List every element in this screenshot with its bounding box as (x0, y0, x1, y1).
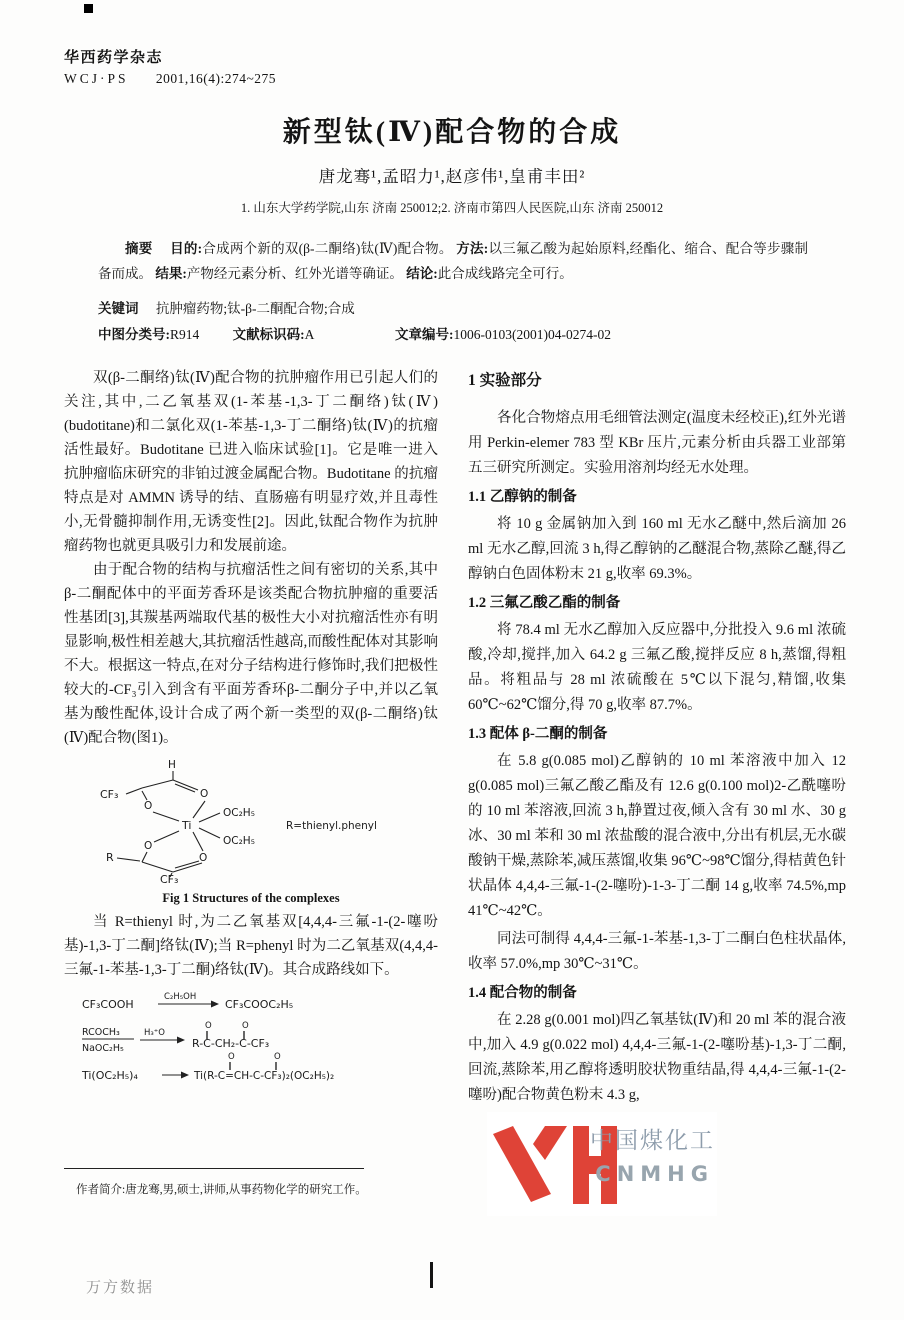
publisher-watermark (487, 1112, 717, 1216)
figure-1-caption: Fig 1 Structures of the complexes (162, 891, 340, 905)
article-id-value: 1006-0103(2001)04-0274-02 (453, 327, 612, 342)
authors-line: 唐龙骞¹,孟昭力¹,赵彦伟¹,皇甫丰田² (318, 167, 586, 186)
figure-label-h: H (168, 759, 176, 771)
section-1-4-text: 在 2.28 g(0.001 mol)四乙氧基钛(Ⅳ)和 20 ml 苯的混合液中,加入 4.9 g(0.022 mol) 4,4,4-三氟-1-(2-噻吩基)-1,3-丁二酮,回流,蒸除苯,用乙醇将透明胶状物重结晶,得 4,4,4-三氟-1-(2-噻吩)配合物黄色粉末 4.3 g, (468, 1012, 846, 1103)
figure-label-o3: O (144, 840, 153, 852)
section-1-1-heading: 1.1 乙醇钠的制备 (468, 489, 577, 505)
abstract-objective-label: 目的: (170, 241, 203, 256)
section-1-3-text-1: 在 5.8 g(0.085 mol)乙醇钠的 10 ml 苯溶液中加入 12 g(0.085 mol)三氟乙酸乙酯及有 12.6 g(0.100 mol)2-乙酰噻吩的 10 ml 苯溶液,回流 3 h,静置过夜,倾入含有 30 ml 水、30 g 冰、30 ml 苯和 30 ml 浓盐酸的混合液中,分出有机层,无水碳酸钠干燥,蒸除苯,减压蒸馏,收集 96℃~98℃馏分,得桔黄色针状晶体 4,4,4-三氟-1-(2-噻吩)-1-3-丁二酮 14 g,收率 74.5%,mp 41℃~42℃。 (468, 753, 846, 919)
footnote-rule (64, 1168, 364, 1169)
scheme-step3-o2: O (274, 1052, 281, 1062)
arrowhead-2 (177, 1037, 185, 1044)
left-column (64, 366, 438, 1091)
scheme-step1-reactant: CF₃COOH (82, 998, 134, 1011)
journal-name: 华西药学杂志 (64, 50, 164, 66)
scheme-step2-reactant-bottom: NaOC₂H₅ (82, 1043, 124, 1054)
scheme-step2-o1: O (205, 1021, 212, 1031)
logo-stroke-2 (533, 1126, 567, 1160)
scheme-step3-o1: O (228, 1052, 235, 1062)
keywords-label: 关键词 (98, 301, 139, 316)
figure-label-r-note: R=thienyl.phenyl (286, 820, 377, 832)
figure-label-oc2h5-2: OC₂H₅ (223, 835, 255, 847)
figure-1 (64, 756, 438, 906)
page-bottom-tick (430, 1262, 433, 1288)
figure-label-r: R (106, 851, 114, 864)
affiliation-line: 1. 山东大学药学院,山东 济南 250012;2. 济南市第四人民医院,山东 济南 250012 (240, 201, 664, 215)
figure-label-cf3-bottom: CF₃ (160, 873, 179, 884)
scheme-step2-reactant-top: RCOCH₃ (82, 1027, 120, 1038)
keywords-text: 抗肿瘤药物;钛-β-二酮配合物;合成 (155, 301, 355, 316)
abstract-result-text: 产物经元素分析、红外光谱等确证。 (186, 266, 403, 281)
abstract-conclusion-label: 结论: (406, 266, 438, 281)
section-1-3-text-2: 同法可制得 4,4,4-三氟-1-苯基-1,3-丁二酮白色柱状晶体,收率 57.0%,mp 30℃~31℃。 (468, 931, 846, 972)
section-1-4-heading: 1.4 配合物的制备 (468, 985, 577, 1001)
issue-info: 2001,16(4):274~275 (155, 71, 277, 86)
doc-code-item (233, 327, 314, 342)
synthesis-scheme (64, 990, 438, 1091)
scheme-step2-dbond2: ‖ (242, 1030, 246, 1039)
abstract-method-text: 以三氟乙酸为起始原料,经酯化、缩合、配合等步骤制备而成。 (98, 241, 809, 281)
clc-value: R914 (170, 327, 200, 342)
watermark-en-text: CNMHG (595, 1162, 714, 1186)
scheme-step2-dbond1: ‖ (205, 1030, 209, 1039)
scheme-step1-reagent: C₂H₅OH (164, 992, 197, 1002)
doc-code-value: A (304, 327, 314, 342)
scheme-step3-product: Ti(R-C=CH-C-CF₃)₂(OC₂H₅)₂ (194, 1070, 335, 1082)
scheme-step3-dbond1: ‖ (228, 1061, 232, 1070)
scan-artifact-square (84, 4, 93, 13)
scheme-step2-o2: O (242, 1021, 249, 1031)
scheme-step2-product: R-C-CH₂-C-CF₃ (192, 1037, 270, 1050)
scheme-step3-dbond2: ‖ (274, 1061, 278, 1070)
clc-label: 中图分类号: (98, 327, 170, 342)
abstract-method-label: 方法: (456, 241, 489, 256)
paper-title: 新型钛(Ⅳ)配合物的合成 (282, 117, 622, 148)
keywords-line (98, 297, 355, 317)
article-id-item (395, 327, 611, 342)
complex-structure-drawing (86, 756, 416, 884)
arrowhead-3 (181, 1072, 189, 1079)
figure-label-oc2h5-1: OC₂H₅ (223, 807, 255, 819)
abstract-block (98, 236, 808, 286)
figure-label-o2: O (144, 800, 153, 812)
abstract-conclusion-text: 此合成线路完全可行。 (437, 266, 573, 281)
intro-paragraph-1: 双(β-二酮络)钛(Ⅳ)配合物的抗肿瘤作用已引起人们的关注,其中,二乙氧基双(1-苯基-1,3-丁二酮络)钛(Ⅳ)(budotitane)和二氯化双(1-苯基-1,3-丁二酮络)钛(Ⅳ)的抗瘤活性最好。Budotitane 已进入临床试验[1]。它是唯一进入抗肿瘤临床研究的非铂过渡金属配合物。Budotitane 的抗瘤特点是对 AMMN 诱导的结、直肠癌有明显疗效,并且毒性小,无骨髓抑制作用,无诱变性[2]。因此,钛配合物作为抗肿瘤药物也就更具吸引力和发展前途。 (64, 370, 438, 554)
abstract-label: 摘要 (125, 241, 153, 256)
section-1-heading: 1 实验部分 (468, 372, 542, 389)
reaction-scheme-drawing (78, 990, 428, 1086)
section-1-intro: 各化合物熔点用毛细管法测定(温度未经校正),红外光谱用 Perkin-elemer 783 型 KBr 压片,元素分析由兵器工业部第五三研究所测定。实验用溶剂均经无水处理。 (468, 410, 846, 476)
article-id-label: 文章编号: (395, 327, 454, 342)
section-1-2-text: 将 78.4 ml 无水乙醇加入反应器中,分批投入 9.6 ml 浓硫酸,冷却,搅拌,加入 64.2 g 三氟乙酸,搅拌反应 8 h,蒸馏,得粗品。将粗品与 28 ml 浓硫酸在 5℃以下混匀,精馏,收集 60℃~62℃馏分,得 70 g,收率 87.7%。 (468, 622, 846, 713)
figure-label-o1: O (200, 788, 209, 800)
section-1-2-heading: 1.2 三氟乙酸乙酯的制备 (468, 595, 621, 611)
watermark-cn-text: 中国煤化工 (590, 1128, 715, 1154)
section-1-3-heading: 1.3 配体 β-二酮的制备 (468, 726, 608, 742)
figure-discussion-paragraph: 当 R=thienyl 时,为二乙氧基双[4,4,4-三氟-1-(2-噻吩基)-1,3-丁二酮]络钛(Ⅳ);当 R=phenyl 时为二乙氧基双(4,4,4-三氟-1-苯基-1,3-丁二酮)络钛(Ⅳ)。其合成路线如下。 (64, 914, 438, 978)
clc-item (98, 327, 199, 342)
right-column (468, 366, 846, 1111)
abstract-result-label: 结果: (155, 266, 187, 281)
author-bio-footnote: 作者简介:唐龙骞,男,硕士,讲师,从事药物化学的研究工作。 (76, 1184, 367, 1196)
section-1-1-text: 将 10 g 金属钠加入到 160 ml 无水乙醚中,然后滴加 26 ml 无水乙醇,回流 3 h,得乙醇钠的乙醚混合物,蒸除乙醚,得乙醇钠白色固体粉末 21 g,收率 69.3%。 (468, 516, 846, 582)
journal-abbr: WCJ·PS (64, 71, 129, 86)
logo-stroke-3 (573, 1126, 589, 1204)
doc-code-label: 文献标识码: (232, 327, 305, 342)
intro-paragraph-2: 由于配合物的结构与抗瘤活性之间有密切的关系,其中β-二酮配体中的平面芳香环是该类配合物抗肿瘤的重要活性基团[3],其羰基两端取代基的极性大小对抗瘤活性亦有明显影响,极性相差越大,其抗瘤活性越高,而酸性配体对其影响不大。根据这一特点,在对分子结构进行修饰时,我们把极性较大的-CF₃引入到含有平面芳香环β-二酮分子中,并以乙氧基为酸性配体,设计合成了两个新一类型的双(β-二酮络)钛(Ⅳ)配合物(图1)。 (64, 562, 438, 746)
figure-label-ti: Ti (182, 819, 192, 832)
journal-header-line (64, 71, 276, 87)
arrowhead-1 (211, 1001, 219, 1008)
meta-line (98, 323, 818, 343)
scheme-step3-reactant: Ti(OC₂H₅)₄ (82, 1069, 138, 1082)
figure-label-o4: O (199, 852, 208, 864)
abstract-objective-text: 合成两个新的双(β-二酮络)钛(Ⅳ)配合物。 (202, 241, 453, 256)
scheme-step1-product: CF₃COOC₂H₅ (225, 998, 294, 1011)
figure-label-cf3-top: CF₃ (100, 788, 119, 801)
wanfang-watermark: 万方数据 (86, 1280, 155, 1296)
scheme-step2-reagent: H₃⁺O (144, 1028, 165, 1038)
